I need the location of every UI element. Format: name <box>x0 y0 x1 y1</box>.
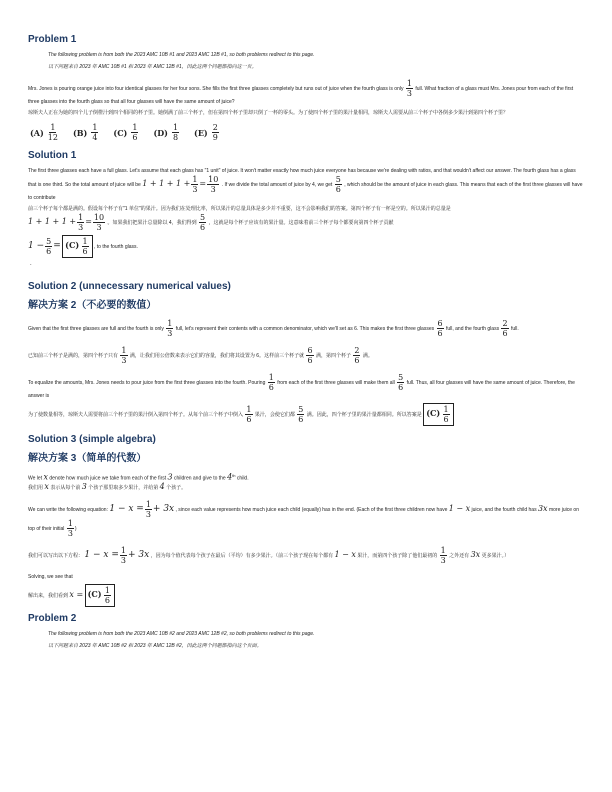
separator-dot: . <box>30 261 32 267</box>
solution-2-para1-cn: 已知前三个杯子是满的，第四个杯子只有 $\frac{1}{3}$ 满，让我们用公倍数来表示它们的容量，我们将其设置为 6。这样前三个杯子就 $\frac{6}{6}$ 满，第四个杯子 $\frac{2}{6}$ 满。 <box>28 346 373 365</box>
page-content <box>28 34 584 654</box>
answer-box: (C) $\frac{1}{6}$ <box>62 235 92 258</box>
problem-1-text-cn: 琼斯夫人正在为她的四个儿子倒橙汁到四个相同的杯子里。她倒满了前三个杯子，但在第四个杯子里却只倒了一杯的零头。为了使四个杯子里的果汁量相同，琼斯夫人需要从前三个杯子中各倒多少果汁到第四个杯子里？ <box>28 110 509 116</box>
redirect-note-cn: 以下问题来自 2023 年 AMC 10B #1 和 2023 年 AMC 12B #1，因此这两个问题都指向这一页。 <box>48 64 257 70</box>
solution-3-heading: Solution 3 (simple algebra) <box>28 434 156 445</box>
choice-b: (B) $\frac{1}{4}$ <box>72 123 98 142</box>
solution-2-heading-cn: 解决方案 2（不必要的数值） <box>28 300 157 311</box>
choice-e: (E) $\frac{2}{9}$ <box>194 123 218 142</box>
solution-3-heading-cn: 解决方案 3（简单的代数） <box>28 453 147 464</box>
redirect-note-cn: 以下问题来自 2023 年 AMC 10B #2 和 2023 年 AMC 12B #2，因此这两个问题都指向这个页面。 <box>48 642 262 649</box>
answer-box: (C) $\frac{1}{6}$ <box>423 403 453 426</box>
answer-box: (C) $\frac{1}{6}$ <box>85 584 115 607</box>
problem-1-heading: Problem 1 <box>28 34 77 45</box>
choice-d: (D) $\frac{1}{8}$ <box>153 123 179 142</box>
choice-c: (C) $\frac{1}{6}$ <box>113 123 138 142</box>
redirect-note-en: The following problem is from both the 2023 AMC 10B #1 and 2023 AMC 12B #1, so both problems redirect to this page. <box>48 52 315 58</box>
solution-3-equation-en: We can write the following equation: 1 − x = $\frac{1}{3}$ + 3x , since each value represents how much juice each child (equally) has in the end. (Each of the first three children now have 1 − x juice, and the fourth child has 3x more juice on top of their initial $\frac{1}{3}$ ) <box>28 499 579 538</box>
answer-choices <box>30 123 584 142</box>
problem-2-heading: Problem 2 <box>28 612 77 624</box>
solution-1-answer: 1 − $\frac{5}{6}$ = (C) $\frac{1}{6}$ , to the fourth glass. <box>28 237 138 256</box>
solution-2-para2-cn: 为了使数量相等，琼斯夫人需要将前三个杯子里的果汁倒入第四个杯子。从每个前三个杯子中倒入 $\frac{1}{6}$ 果汁，会使它们都 $\frac{5}{6}$ 满。因此，四个杯子里的果汁量都相同。所以答案是 (C) $\frac{1}{6}$ <box>28 403 584 426</box>
solution-2-para1-en: Given that the first three glasses are full and the fourth is only $\frac{1}{3}$ full, let's represent their contents with a common denominator, which we'll set as 6. This makes the first three glasses $\frac{6}{6}$ full, and the fourth glass $\frac{2}{6}$ full. <box>28 319 519 338</box>
solution-2-para2-en: To equalize the amounts, Mrs. Jones needs to pour juice from the first three glasses into the fourth. Pouring $\frac{1}{6}$ from each of the first three glasses will make them all $\frac{5}{6}$ full. Thus, all four glasses will have the same amount of juice. Therefore, the answer is <box>28 373 575 399</box>
solution-3-answer: 解出来，我们看到 x = (C) $\frac{1}{6}$ <box>28 584 584 607</box>
choice-a: (A) $\frac{1}{12}$ <box>30 123 58 142</box>
solution-1-text-en: The first three glasses each have a full glass. Let's assume that each glass has "1 unit" of juice. It won't matter exactly how much juice everyone has because we're dealing with ratios, and that wouldn't affect our answer. The fourth glass has a glass that is one third. So the total amount of juice will be 1 + 1 + 1 + $\frac{1}{3}$ = $\frac{10}{3}$ . If we divide the total amount of juice by 4, we get $\frac{5}{6}$ , which should be the amount of juice in each glass. This means that each of the first three glasses will have to contribute <box>28 168 583 201</box>
problem-1-text-en: Mrs. Jones is pouring orange juice into four identical glasses for her four sons. She fills the first three glasses completely but runs out of juice when the fourth glass is only $\frac{1}{3}$ full. What fraction of a glass must Mrs. Jones pour from each of the first three glasses into the fourth glass so that all four glasses will have the same amount of juice? <box>28 79 574 105</box>
solution-1-text-cn: 前三个杯子每个都是满的。假设每个杯子有"1 单位"的果汁。因为我们在处理比率，所以果汁的总量具体是多少并不重要，这不会影响我们的答案。第四个杯子有一杯是空的。所以果汁的总量是 1 + 1 + 1 + $\frac{1}{3}$ = $\frac{10}{3}$ 。如果我们把果汁总量除以 4，我们得到 $\frac{5}{6}$ ，这就是每个杯子应该有的果汁量。这意味着前三个杯子每个都要向第四个杯子贡献 <box>28 206 451 232</box>
solution-1-heading: Solution 1 <box>28 150 77 161</box>
redirect-note-en: The following problem is from both the 2023 AMC 10B #2 and 2023 AMC 12B #2, so both problems redirect to this page. <box>48 630 315 637</box>
solution-3-solving-en: Solving, we see that <box>28 573 73 580</box>
solution-3-equation-cn: 我们可以写出以下方程： 1 − x = $\frac{1}{3}$ + 3x ，因为每个值代表每个孩子在最后（平均）有多少果汁。（前三个孩子现在每个都有 1 − x 果汁，而第四个孩子除了他们最初的 $\frac{1}{3}$ 之外还有 3x 更多果汁。） <box>28 545 510 565</box>
solution-3-intro-en: We let x denote how much juice we take from each of the first 3 children and give to the 4th child. 我们用 x 表示从每个前 3 个孩子那里取多少果汁，并给第 4 个孩子。 <box>28 472 249 491</box>
solution-2-heading: Solution 2 (unnecessary numerical values) <box>28 281 231 292</box>
